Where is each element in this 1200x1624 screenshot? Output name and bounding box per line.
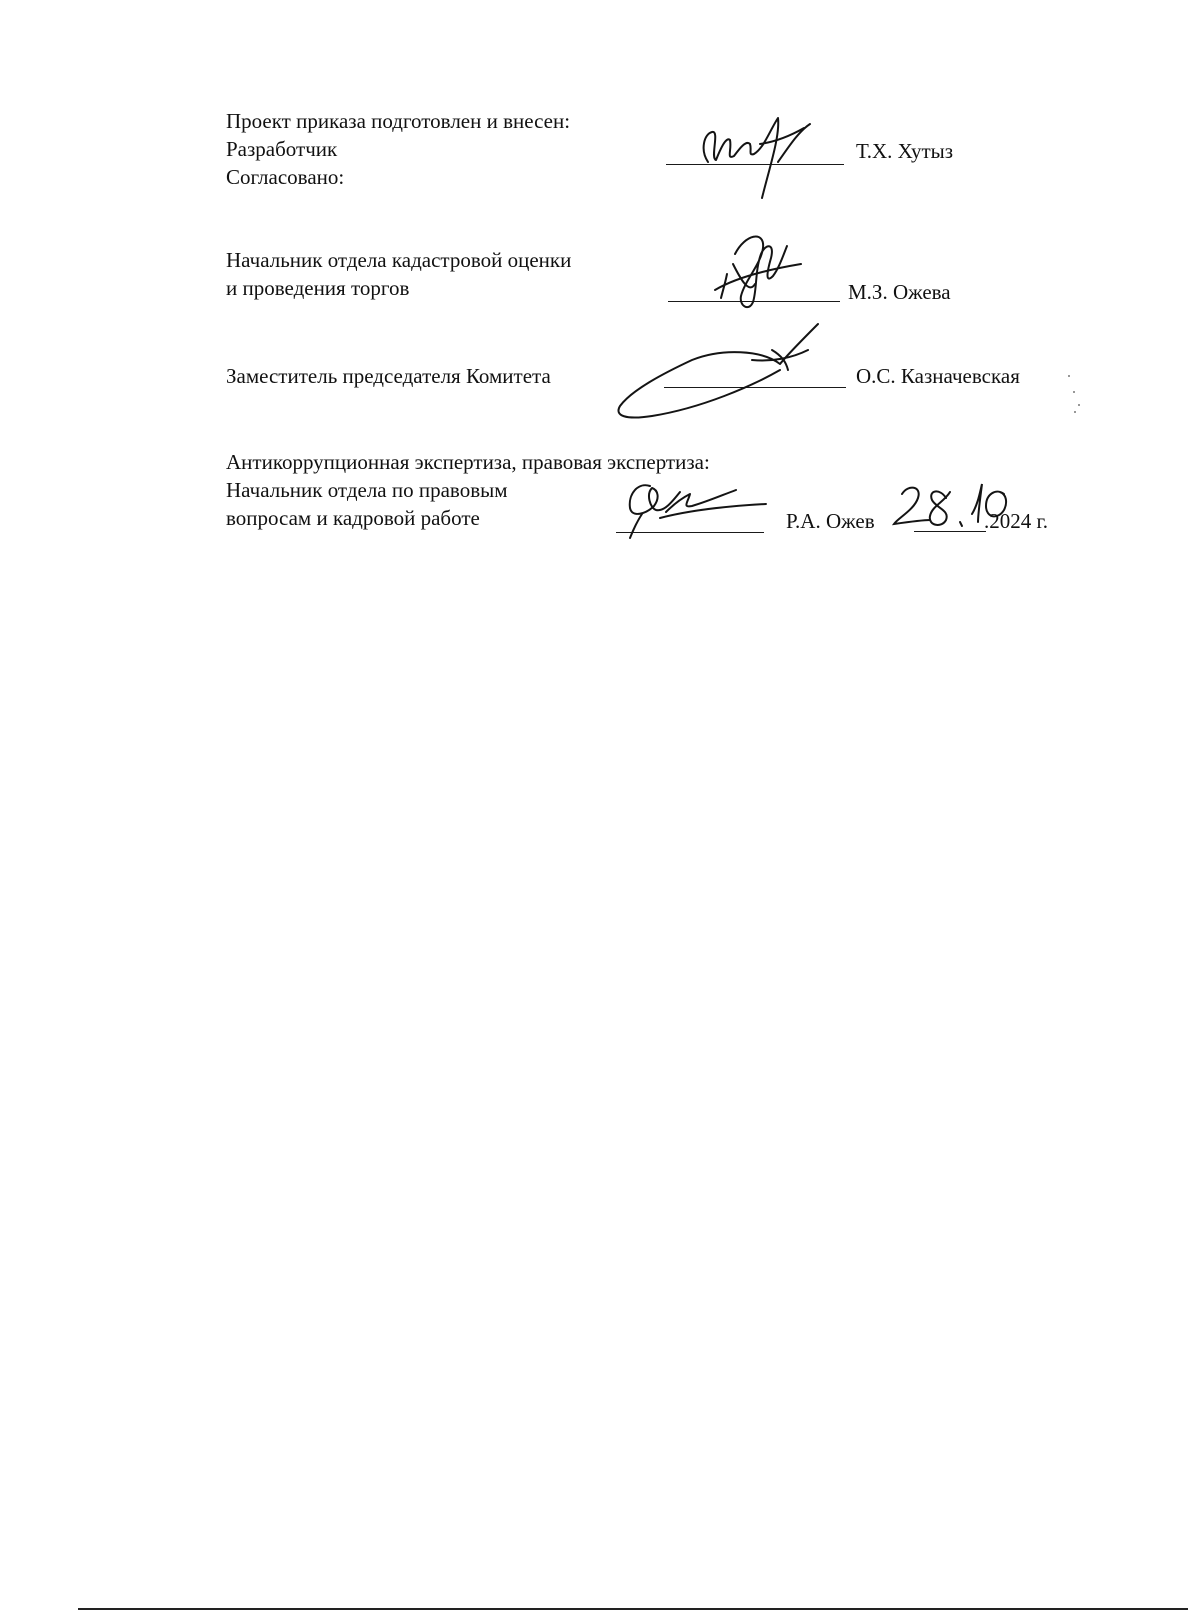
- prepared-by-heading: Проект приказа подготовлен и внесен:: [226, 109, 571, 133]
- developer-label: Разработчик: [226, 137, 338, 161]
- legal-review-heading: Антикоррупционная экспертиза, правовая экспертиза:: [226, 450, 710, 474]
- scan-speck: [1068, 375, 1070, 377]
- legal-dept-head-name: Р.А. Ожев: [786, 509, 875, 533]
- deputy-chair-label: Заместитель председателя Комитета: [226, 364, 551, 388]
- signature-4: [620, 478, 770, 548]
- scan-speck: [1073, 391, 1075, 393]
- legal-dept-head-line2: вопросам и кадровой работе: [226, 506, 480, 530]
- cadastre-head-name: М.З. Ожева: [848, 280, 951, 304]
- date-year: .2024 г.: [984, 509, 1048, 533]
- legal-dept-head-line1: Начальник отдела по правовым: [226, 478, 508, 502]
- agreed-heading: Согласовано:: [226, 165, 345, 189]
- cadastre-head-line1: Начальник отдела кадастровой оценки: [226, 248, 572, 272]
- signature-2: [705, 224, 815, 324]
- scan-speck: [1078, 404, 1080, 406]
- deputy-chair-name: О.С. Казначевская: [856, 364, 1020, 388]
- signature-1: [690, 110, 820, 200]
- developer-name: Т.Х. Хутыз: [856, 139, 954, 163]
- cadastre-head-line2: и проведения торгов: [226, 276, 410, 300]
- scan-speck: [1074, 411, 1076, 413]
- footer-rule: [78, 1608, 1188, 1610]
- signature-3: [612, 320, 842, 430]
